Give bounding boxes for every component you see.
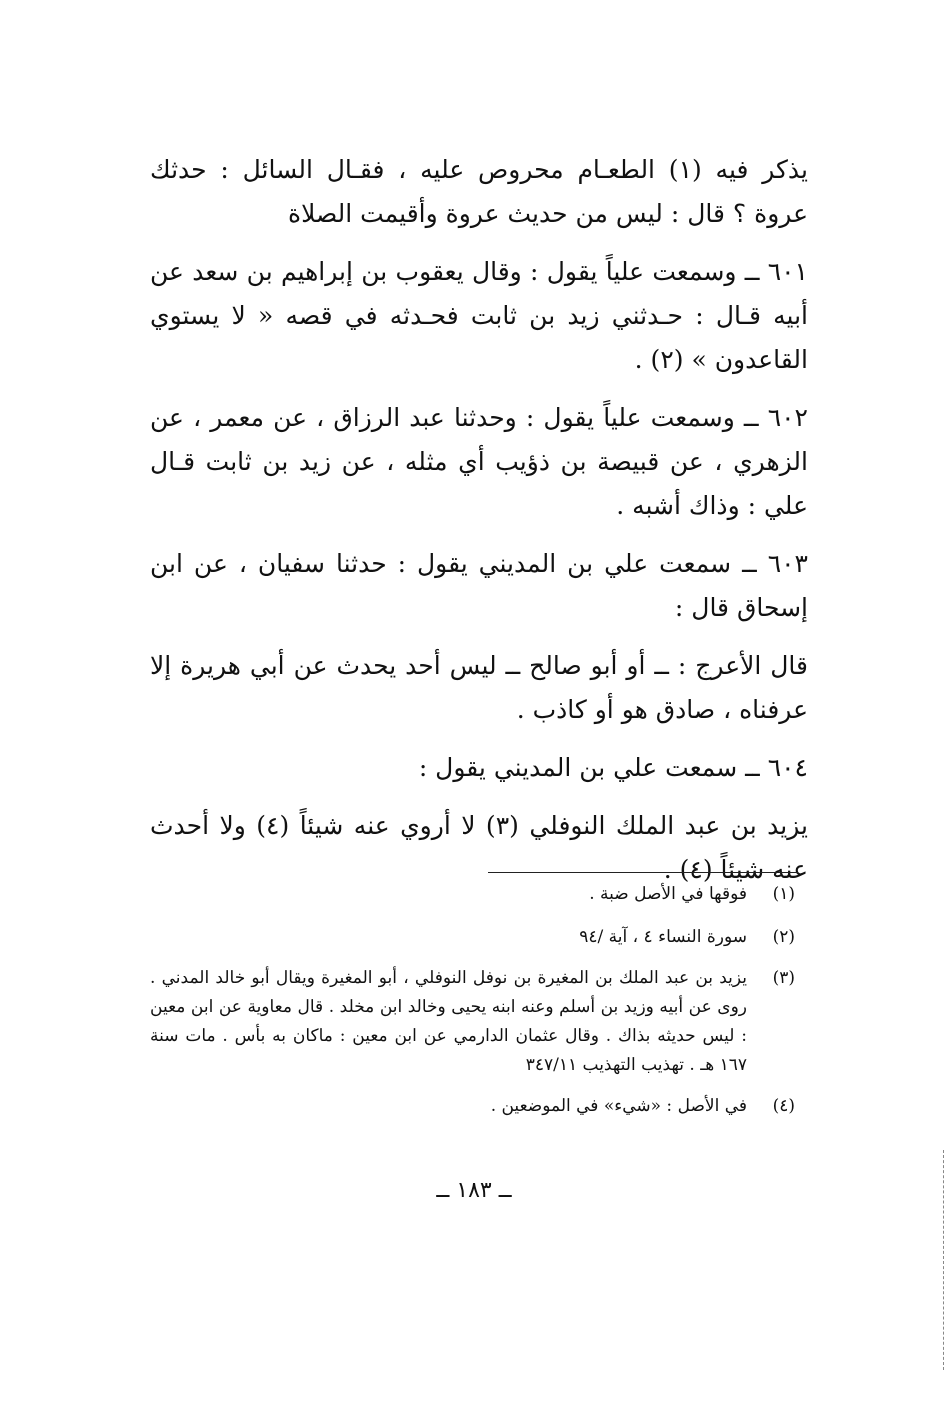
footnote-number: (١) (772, 884, 795, 904)
footnote-number: (٣) (772, 968, 795, 988)
footnote-number: (٤) (772, 1096, 795, 1116)
paragraph-604: ٦٠٤ ــ سمعت علي بن المديني يقول : (418, 753, 808, 782)
main-text (150, 148, 808, 892)
paragraph-araj: قال الأعرج : ــ أو أبو صالح ــ ليس أحد يحدث عن أبي هريرة إلا عرفناه ، صادق هو أو كاذب . (150, 651, 808, 724)
footnote-text: يزيد بن عبد الملك بن المغيرة بن نوفل النوفلي ، أبو المغيرة ويقال أبو خالد المدني . روى عن أبيه وزيد بن أسلم وعنه ابنه يحيى وخالد ابن مخلد . قال معاوية عن ابن معين : ليس حديثه بذاك . وقال عثمان الدارمي عن ابن معين : ماكان به بأس . مات سنة ١٦٧ هـ . تهذيب التهذيب ٣٤٧/١١ (150, 968, 747, 1075)
footnote-text: سورة النساء ٤ ، آية /٩٤ (579, 927, 747, 947)
footnote-text: في الأصل : «شيء» في الموضعين . (490, 1096, 747, 1116)
footnote-text: فوقها في الأصل ضبة . (589, 884, 747, 904)
paragraph-yazid: يزيد بن عبد الملك النوفلي (٣) لا أروي عنه شيئاً (٤) ولا أحدث عنه شيئاً (٤) . (150, 811, 808, 884)
footnote (150, 923, 795, 952)
paragraph-intro: يذكر فيه (١) الطعـام محروص عليه ، فقـال السائل : حدثك عروة ؟ قال : ليس من حديث عروة وأقيمت الصلاة (150, 155, 809, 228)
page-number: ــ ١٨٣ ــ (436, 1178, 512, 1203)
footnote (150, 1092, 795, 1121)
footnote (150, 880, 795, 909)
paragraph-602: ٦٠٢ ــ وسمعت علياً يقول : وحدثنا عبد الرزاق ، عن معمر ، عن الزهري ، عن قبيصة بن ذؤيب أي مثله ، عن زيد بن ثابت قـال علي : وذاك أشبه . (150, 403, 808, 520)
footnote-number: (٢) (772, 927, 795, 947)
paragraph-601: ٦٠١ ــ وسمعت علياً يقول : وقال يعقوب بن إبراهيم بن سعد عن أبيه قـال : حـدثني زيد بن ثابت فحـدثه في قصه « لا يستوي القاعدون » (٢) . (150, 257, 808, 374)
footnotes (150, 872, 795, 1121)
paragraph-603: ٦٠٣ ــ سمعت علي بن المديني يقول : حدثنا سفيان ، عن ابن إسحاق قال : (150, 549, 808, 622)
scan-edge-mark (941, 1150, 944, 1370)
footnote (150, 964, 795, 1080)
